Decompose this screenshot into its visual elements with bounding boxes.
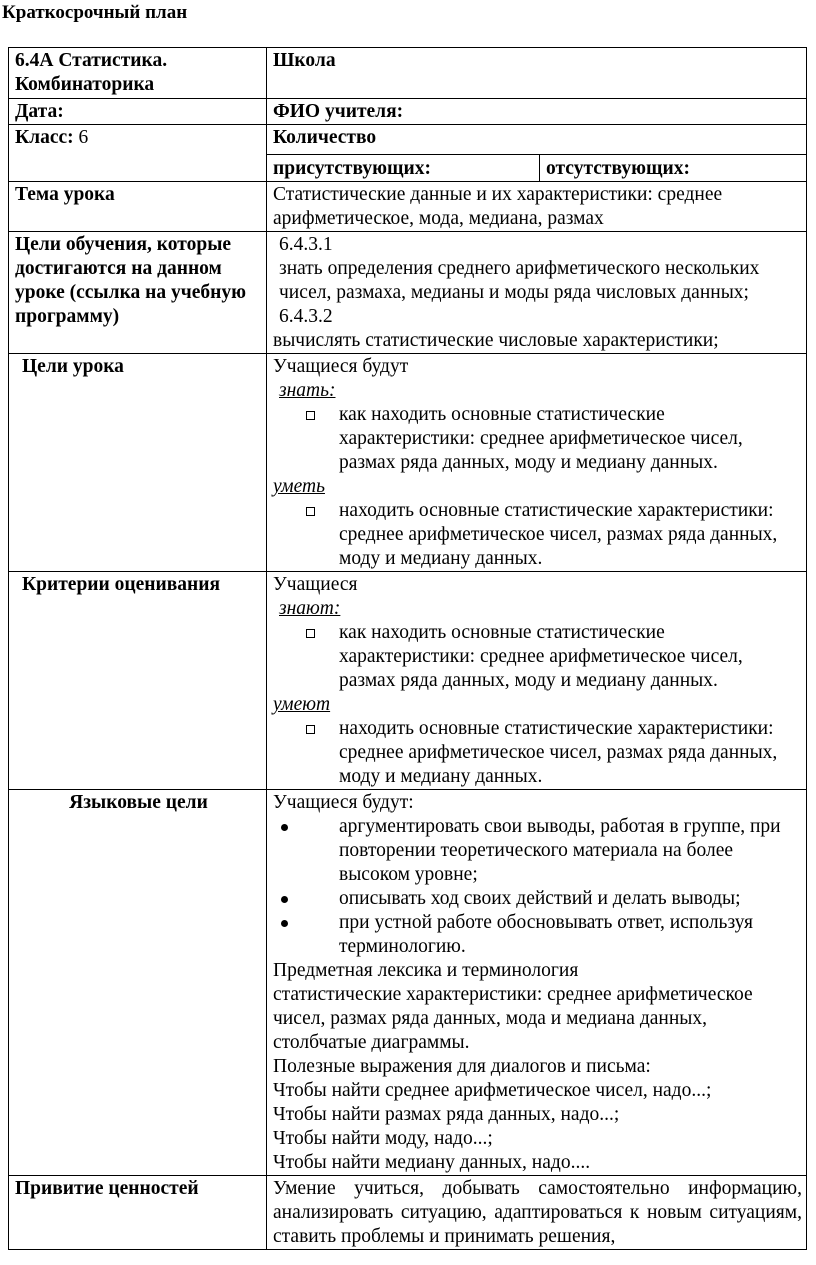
absent-label: отсутствующих: xyxy=(546,158,690,179)
checkbox-square-icon xyxy=(306,629,315,638)
objective-text: знать определения среднего арифметического нескольких чисел, размаха, медианы и моды ряда числовых данных; xyxy=(279,258,760,303)
table-row xyxy=(9,48,807,99)
goals-know-heading: знать: xyxy=(279,380,336,401)
theme-label: Тема урока xyxy=(9,182,267,232)
criteria-can-heading: умеют xyxy=(273,694,331,715)
school-cell: Школа xyxy=(267,48,807,99)
teacher-name-cell: ФИО учителя: xyxy=(267,99,807,125)
goals-cell xyxy=(267,354,807,572)
subject-cell: 6.4А Статистика. Комбинаторика xyxy=(9,48,267,99)
goals-intro: Учащиеся будут xyxy=(273,356,409,377)
table-row xyxy=(9,232,807,354)
theme-text: Статистические данные и их характеристики: среднее арифметическое, мода, медиана, размах xyxy=(267,182,807,232)
table-row xyxy=(9,1176,807,1250)
checkbox-square-icon xyxy=(306,411,315,420)
values-text: Умение учиться, добывать самостоятельно информацию, анализировать ситуацию, адаптироваться к новым ситуациям, ставить проблемы и принимать решения, xyxy=(267,1176,807,1250)
language-intro: Учащиеся будут: xyxy=(273,792,414,813)
values-label: Привитие ценностей xyxy=(9,1176,267,1250)
document-title: Краткосрочный план xyxy=(2,2,188,23)
criteria-know-heading: знают: xyxy=(279,598,341,619)
list-item: описывать ход своих действий и делать выводы; xyxy=(273,887,802,911)
class-value: 6 xyxy=(78,127,89,148)
table-row xyxy=(9,182,807,232)
language-goals-label: Языковые цели xyxy=(9,790,267,1176)
criteria-cell xyxy=(267,572,807,790)
table-row xyxy=(9,354,807,572)
bullet-icon xyxy=(281,896,288,903)
table-row xyxy=(9,572,807,790)
phrase-line: Чтобы найти моду, надо...; xyxy=(273,1128,493,1149)
class-label: Класс: xyxy=(15,127,74,148)
lesson-plan-table xyxy=(8,47,807,1250)
list-item: при устной работе обосновывать ответ, используя терминологию. xyxy=(273,911,802,959)
checkbox-square-icon xyxy=(306,725,315,734)
bullet-icon xyxy=(281,920,288,927)
goals-label: Цели урока xyxy=(9,354,267,572)
table-row xyxy=(9,790,807,1176)
phrase-line: Чтобы найти медиану данных, надо.... xyxy=(273,1152,591,1173)
table-row xyxy=(9,99,807,125)
criteria-intro: Учащиеся xyxy=(273,574,358,595)
list-item: находить основные статистические характеристики: среднее арифметическое чисел, размах ряда данных, моду и медиану данных. xyxy=(273,499,802,571)
objectives-cell xyxy=(267,232,807,354)
bullet-icon xyxy=(281,824,288,831)
list-item: как находить основные статистические характеристики: среднее арифметическое чисел, размах ряда данных, моду и медиану данных. xyxy=(273,403,802,475)
language-goals-cell xyxy=(267,790,807,1176)
objective-code: 6.4.3.2 xyxy=(279,306,333,327)
phrase-line: Чтобы найти размах ряда данных, надо...; xyxy=(273,1104,620,1125)
table-row xyxy=(9,125,807,182)
criteria-label: Критерии оценивания xyxy=(9,572,267,790)
phrases-heading: Полезные выражения для диалогов и письма: xyxy=(273,1056,651,1077)
list-item: находить основные статистические характеристики: среднее арифметическое чисел, размах ряда данных, моду и медиану данных. xyxy=(273,717,802,789)
attendance-cell xyxy=(267,125,807,182)
vocabulary-text: статистические характеристики: среднее арифметическое чисел, размах ряда данных, мода и медиана данных, столбчатые диаграммы. xyxy=(273,984,753,1053)
phrase-line: Чтобы найти среднее арифметическое чисел, надо...; xyxy=(273,1080,712,1101)
class-cell xyxy=(9,125,267,182)
present-label: присутствующих: xyxy=(267,155,540,181)
objectives-label: Цели обучения, которые достигаются на данном уроке (ссылка на учебную программу) xyxy=(9,232,267,354)
list-item: аргументировать свои выводы, работая в группе, при повторении теоретического материала на более высоком уровне; xyxy=(273,815,802,887)
date-cell: Дата: xyxy=(9,99,267,125)
vocabulary-heading: Предметная лексика и терминология xyxy=(273,960,579,981)
goals-can-heading: уметь xyxy=(273,476,325,497)
objective-code: 6.4.3.1 xyxy=(279,234,333,255)
objective-text: вычислять статистические числовые характеристики; xyxy=(273,330,719,351)
checkbox-square-icon xyxy=(306,507,315,516)
attendance-heading: Количество xyxy=(267,125,806,155)
list-item: как находить основные статистические характеристики: среднее арифметическое чисел, размах ряда данных, моду и медиану данных. xyxy=(273,621,802,693)
